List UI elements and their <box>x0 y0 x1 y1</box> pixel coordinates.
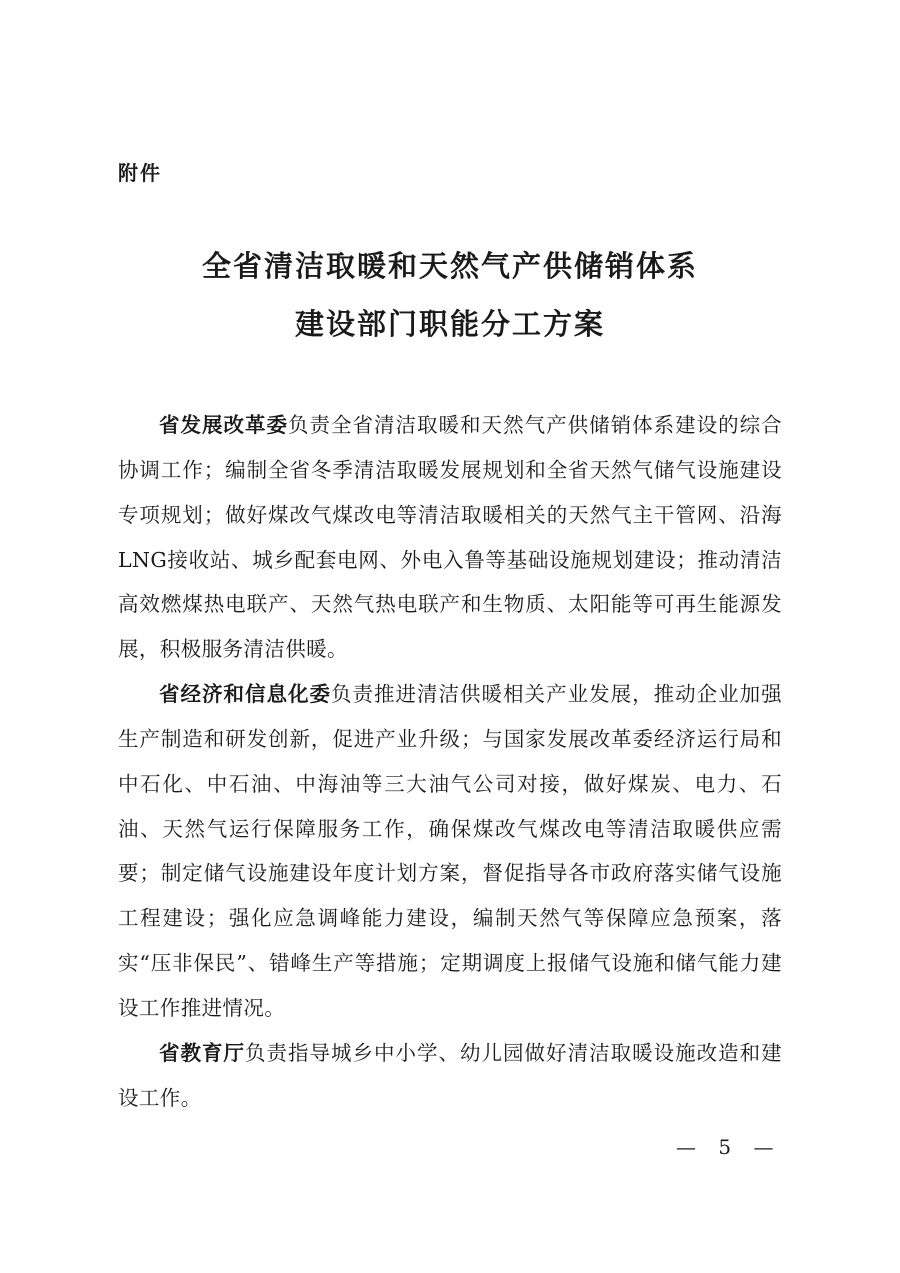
paragraph-text: 负责全省清洁取暖和天然气产供储销体系建设的综合协调工作；编制全省冬季清洁取暖发展规划和全省天然气储气设施建设专项规划；做好煤改气煤改电等清洁取暖相关的天然气主干管网、沿海LNG接收站、城乡配套电网、外电入鲁等基础设施规划建设；推动清洁高效燃煤热电联产、天然气热电联产和生物质、太阳能等可再生能源发展，积极服务清洁供暖。 <box>118 413 783 662</box>
page-number: — 5 — <box>676 1135 782 1159</box>
paragraph-development-reform <box>118 403 782 672</box>
document-body <box>118 403 782 1121</box>
department-name: 省发展改革委 <box>159 413 289 437</box>
document-title-line-1: 全省清洁取暖和天然气产供储销体系 <box>201 249 698 283</box>
paragraph-education <box>118 1031 782 1121</box>
paragraph-economy-information <box>118 672 782 1031</box>
paragraph-text: 负责推进清洁供暖相关产业发展，推动企业加强生产制造和研发创新，促进产业升级；与国家发展改革委经济运行局和中石化、中石油、中海油等三大油气公司对接，做好煤炭、电力、石油、天然气运行保障服务工作，确保煤改气煤改电等清洁取暖供应需要；制定储气设施建设年度计划方案，督促指导各市政府落实储气设施工程建设；强化应急调峰能力建设，编制天然气等保障应急预案，落实“压非保民”、错峰生产等措施；定期调度上报储气设施和储气能力建设工作推进情况。 <box>118 682 782 1020</box>
document-title-line-2: 建设部门职能分工方案 <box>294 307 605 341</box>
attachment-label: 附件 <box>118 161 162 185</box>
department-name: 省经济和信息化委 <box>159 682 332 707</box>
department-name: 省教育厅 <box>159 1040 246 1065</box>
paragraph-text: 负责指导城乡中小学、幼儿园做好清洁取暖设施改造和建设工作。 <box>118 1040 782 1110</box>
